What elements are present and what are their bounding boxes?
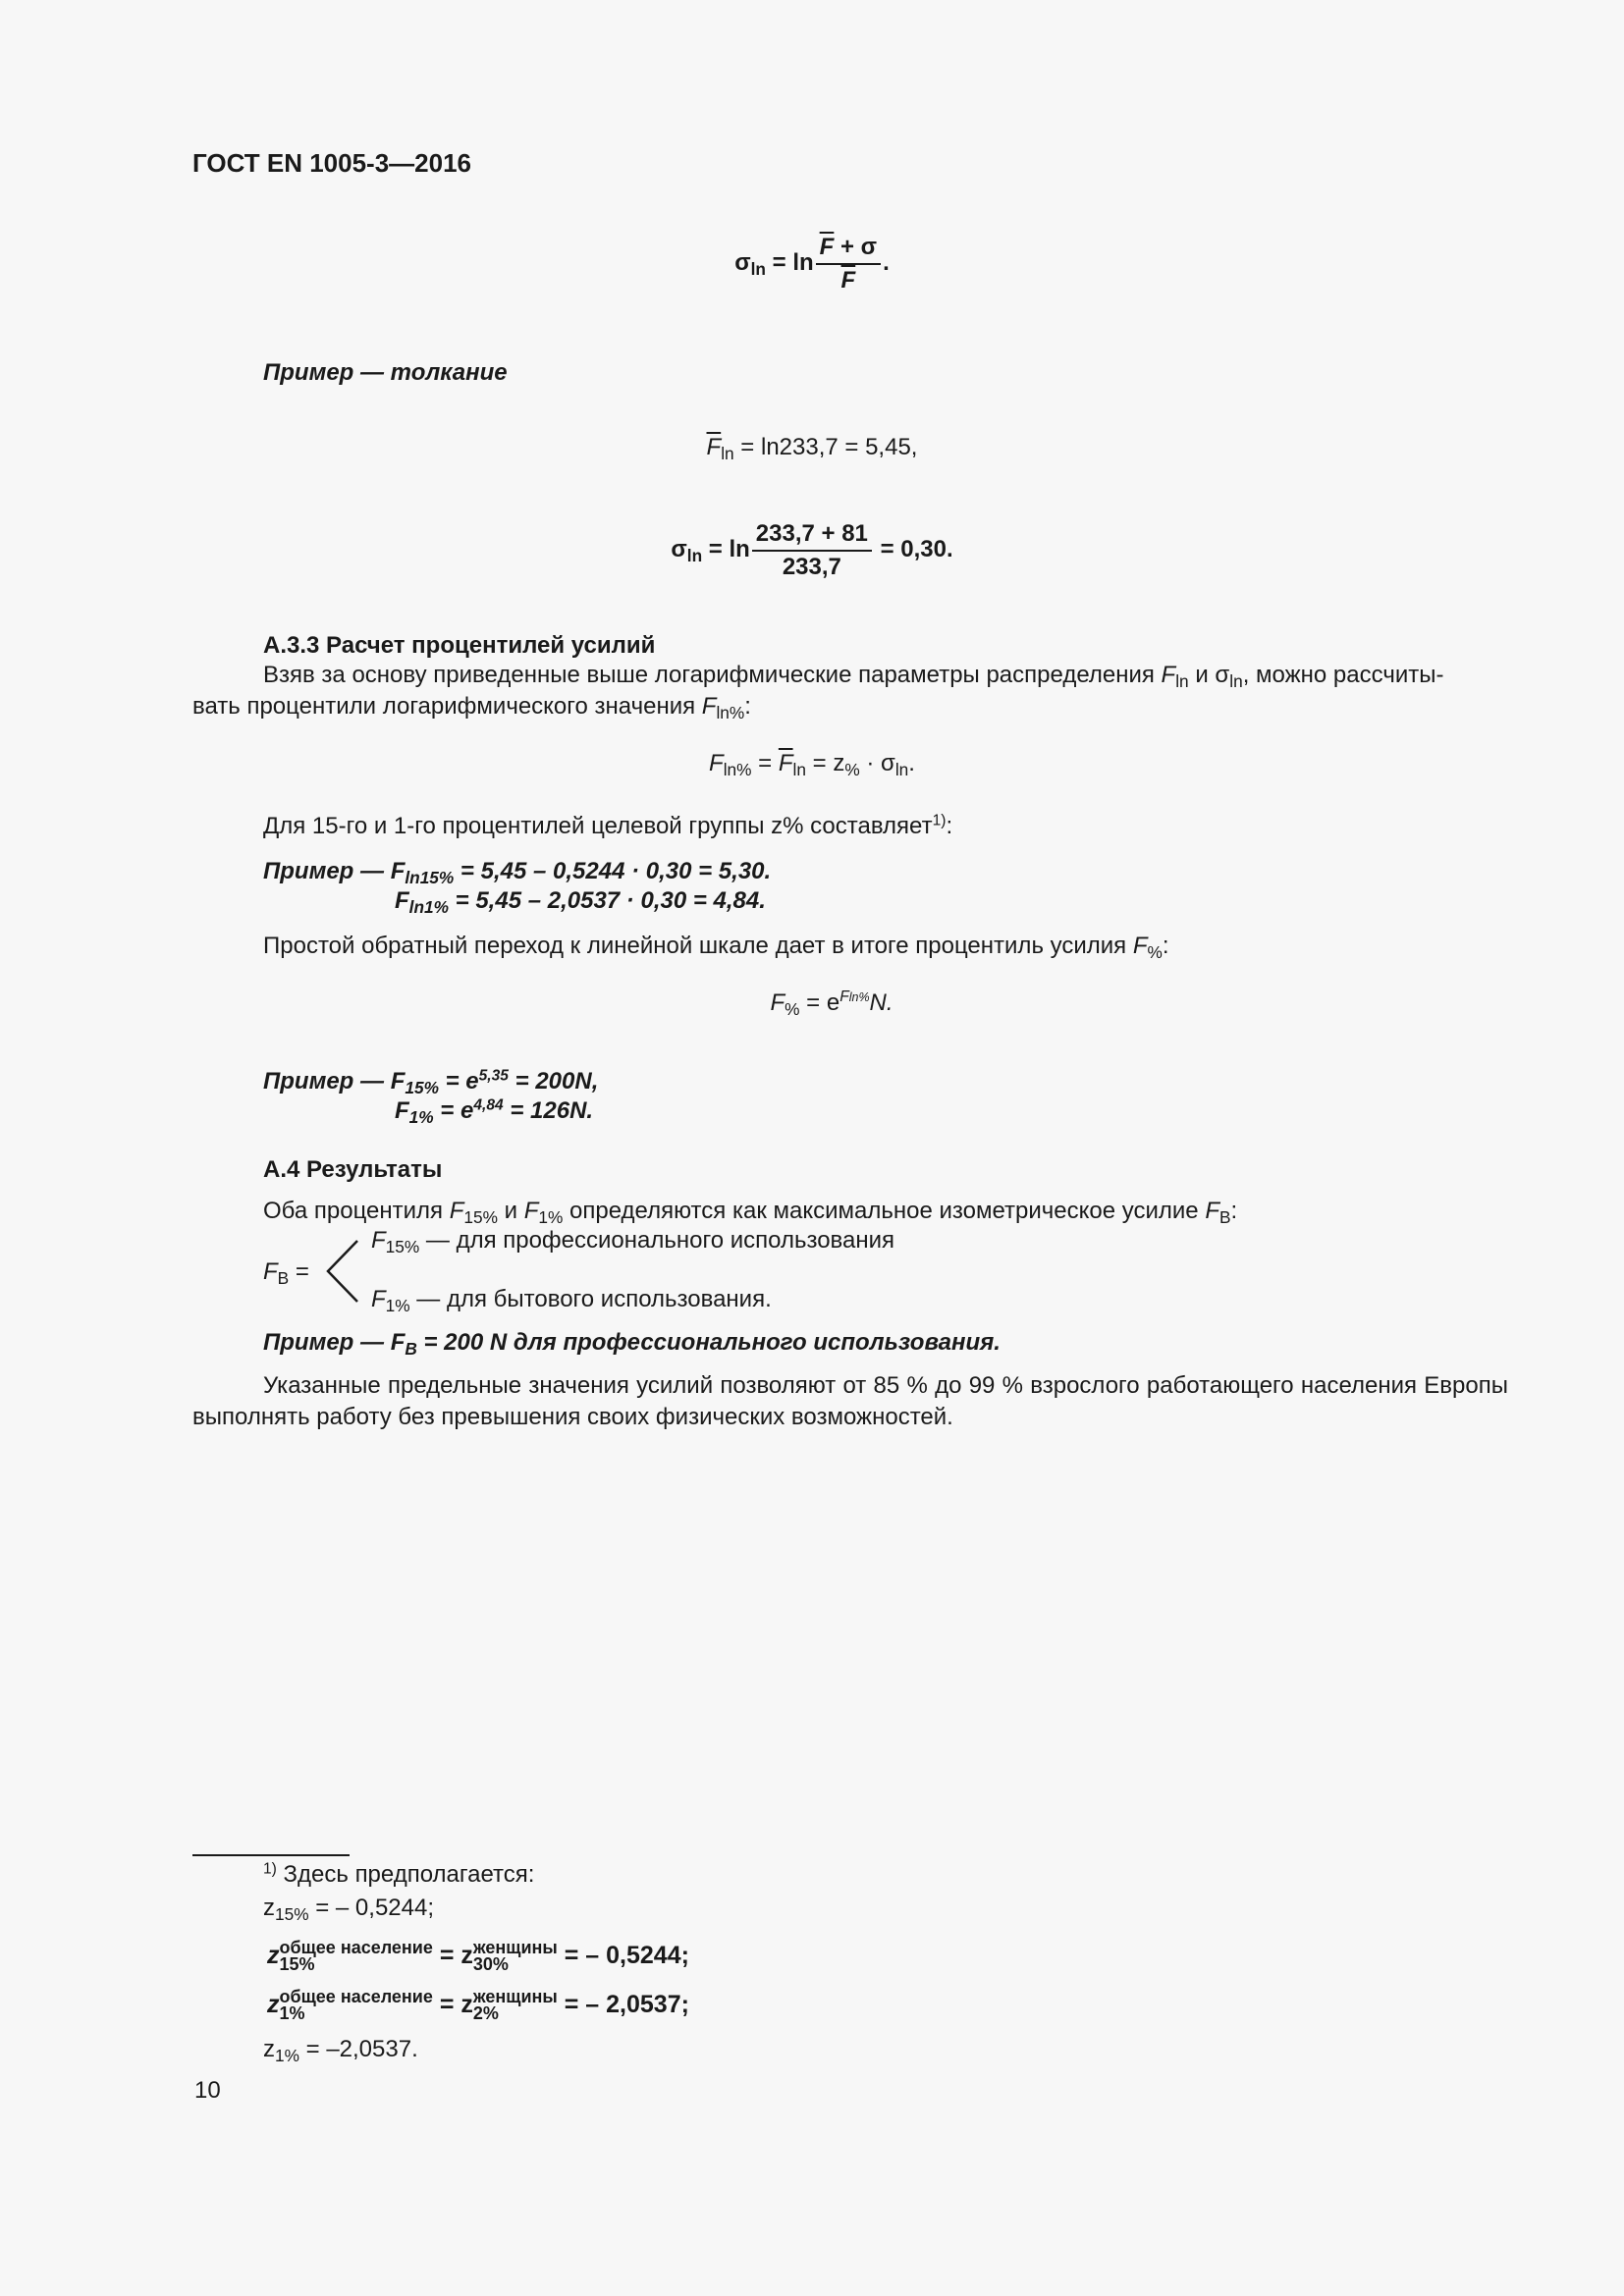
operator: = <box>751 750 779 776</box>
formula-percentile-linear <box>20 988 1624 1018</box>
subscript: 15% <box>279 1954 315 1975</box>
superscript: общее население <box>279 1987 433 2007</box>
formula-symbol: $\overline{F}$ <box>706 434 722 460</box>
subscript: ln <box>792 760 806 780</box>
symbol: z <box>267 1991 280 2018</box>
text-run: и σ <box>1188 662 1230 688</box>
symbol: F <box>1161 662 1176 688</box>
document-header: ГОСТ EN 1005-3—2016 <box>192 148 471 178</box>
formula-subscript: ln <box>686 546 703 566</box>
case-professional <box>371 1225 894 1255</box>
subscript: ln <box>1175 671 1189 692</box>
symbol: F <box>395 887 409 914</box>
text-run: = – 0,5244; <box>557 1942 689 1969</box>
superscript: общее население <box>279 1938 433 1958</box>
text-run: Простой обратный переход к линейной шкале дает в итоге процентиль усилия <box>263 933 1133 959</box>
operator: = z <box>432 1991 473 2018</box>
operator: = z <box>805 750 845 776</box>
example-percentile-15 <box>263 856 771 886</box>
text-run: : <box>1230 1198 1238 1224</box>
symbol: F <box>770 989 785 1016</box>
sup-sub-stack <box>473 1940 558 1973</box>
footnote-intro <box>263 1859 534 1890</box>
section-heading-a33: А.3.3 Расчет процентилей усилий <box>263 632 656 659</box>
formula-sigma-ln-definition <box>0 234 1624 294</box>
subscript: % <box>844 760 860 780</box>
superscript: женщины <box>472 1938 558 1958</box>
symbol: z <box>263 2036 275 2062</box>
paragraph-a33-1 <box>192 660 1508 691</box>
exponent: 5,35 <box>478 1067 509 1085</box>
example-label: Пример — <box>263 858 391 884</box>
symbol: F <box>709 750 724 776</box>
symbol: F <box>1205 1198 1219 1224</box>
text-run: = –2,0537. <box>298 2036 418 2062</box>
subscript: B <box>277 1268 290 1289</box>
numerator-rest: + σ <box>834 234 878 260</box>
footnote-line-3 <box>267 1989 689 2022</box>
symbol: F <box>1132 933 1148 959</box>
sup-sub-stack <box>473 1989 558 2022</box>
symbol: F <box>390 1068 406 1095</box>
symbol: F <box>390 1329 406 1356</box>
example-label: Пример — <box>263 1068 391 1095</box>
text-run: вать процентили логарифмического значения <box>192 693 702 720</box>
paragraph-a4-1 <box>263 1196 1237 1226</box>
example-title: Пример — толкание <box>263 359 508 386</box>
example-percentile-1 <box>395 885 766 916</box>
operator: = e <box>433 1097 474 1124</box>
subscript: % <box>785 999 800 1020</box>
fraction-numerator: 233,7 + 81 <box>752 520 872 552</box>
symbol: z <box>263 1895 275 1921</box>
section-heading-a4: А.4 Результаты <box>263 1156 443 1183</box>
text-run: Оба процентиля <box>263 1198 450 1224</box>
subscript: 1% <box>385 1296 410 1316</box>
subscript: ln15% <box>405 868 455 888</box>
numerator-symbol: $\overline{F}$ <box>819 234 835 260</box>
formula-percentile-log <box>0 748 1624 778</box>
operator: · σ <box>859 750 895 776</box>
text-run: Для 15-го и 1-го процентилей целевой группы z% составляет <box>263 813 933 839</box>
formula-f-ln <box>0 432 1624 462</box>
symbol: F <box>701 693 717 720</box>
paragraph-a33-1-line2 <box>192 691 751 721</box>
subscript: 15% <box>405 1078 439 1098</box>
formula-rest: = ln233,7 = 5,45, <box>733 434 918 460</box>
text-run: , можно рассчиты- <box>1242 662 1444 688</box>
example-force-15 <box>263 1066 598 1096</box>
operator: = e <box>799 989 840 1016</box>
formula-subscript: ln <box>721 444 734 464</box>
subscript: 2% <box>472 2003 499 2024</box>
footnote-separator <box>192 1854 350 1856</box>
subscript: 30% <box>472 1954 509 1975</box>
example-fb <box>263 1327 1001 1358</box>
subscript: 1% <box>275 2046 299 2066</box>
subscript: 15% <box>275 1904 309 1925</box>
exponent-symbol: F <box>839 988 849 1006</box>
text-run: = 200 N для профессионального использования. <box>416 1329 1001 1356</box>
denominator-symbol: F <box>840 266 856 294</box>
footnote-line-4 <box>263 2034 418 2064</box>
symbol: F <box>263 1258 278 1285</box>
sup-sub-stack <box>280 1989 433 2022</box>
text-run: определяются как максимальное изометрическое усилие <box>563 1198 1206 1224</box>
symbol: F <box>523 1198 539 1224</box>
footnote-mark: 1) <box>263 1860 277 1878</box>
formula-operator: = ln <box>702 535 750 562</box>
symbol: z <box>267 1942 280 1969</box>
paragraph-a33-2 <box>263 811 952 841</box>
page-number: 10 <box>194 2077 221 2104</box>
example-force-1 <box>395 1095 593 1126</box>
text-run: Взяв за основу приведенные выше логарифмические параметры распределения <box>263 662 1162 688</box>
operator: = z <box>432 1942 473 1969</box>
symbol: F <box>395 1097 409 1124</box>
subscript: B <box>405 1339 417 1360</box>
paragraph-a4-2: Указанные предельные значения усилий позволяют от 85 % до 99 % взрослого работающего населения Европы выполнять работу без превышения своих физических возможностей. <box>192 1372 1508 1430</box>
formula-operator: = ln <box>765 248 814 276</box>
subscript: % <box>1147 942 1163 963</box>
symbol: F <box>390 858 406 884</box>
text-run: Здесь предполагается: <box>276 1861 535 1888</box>
formula-symbol: σ <box>671 535 687 562</box>
exponent: 4,84 <box>473 1096 504 1114</box>
text-run: = – 0,5244; <box>308 1895 435 1921</box>
text-run: = 5,45 – 0,5244 · 0,30 = 5,30. <box>454 858 772 884</box>
text-run: = – 2,0537; <box>557 1991 689 2018</box>
subscript: 15% <box>385 1237 420 1257</box>
formula-subscript: ln <box>750 259 766 280</box>
subscript: 15% <box>463 1207 498 1228</box>
text-run: и <box>497 1198 524 1224</box>
subscript: 1% <box>279 2003 305 2024</box>
fb-label <box>263 1256 309 1287</box>
subscript: B <box>1218 1207 1231 1228</box>
exponent-subscript: ln% <box>848 990 870 1005</box>
subscript: ln <box>1229 671 1243 692</box>
formula-tail: . <box>908 750 915 776</box>
footnote-line-2 <box>267 1940 689 1973</box>
paragraph-a33-3 <box>263 931 1169 961</box>
exponent <box>839 988 869 1005</box>
text-run: = 200N, <box>508 1068 599 1095</box>
text-run: : <box>744 693 751 720</box>
subscript: ln% <box>723 760 752 780</box>
fraction <box>752 520 872 580</box>
formula-tail: = 0,30. <box>873 535 953 562</box>
subscript: ln <box>894 760 909 780</box>
subscript: 1% <box>538 1207 564 1228</box>
text-run: : <box>946 813 953 839</box>
superscript: женщины <box>472 1987 558 2007</box>
case-domestic <box>371 1284 772 1314</box>
subscript: ln% <box>716 703 745 723</box>
symbol: F <box>371 1286 386 1312</box>
footnote-reference[interactable]: 1) <box>932 812 947 829</box>
text-run: : <box>1162 933 1169 959</box>
sup-sub-stack <box>280 1940 433 1973</box>
fraction-denominator <box>838 265 860 294</box>
case-bracket-icon <box>324 1239 363 1304</box>
fraction-denominator: 233,7 <box>782 553 841 580</box>
formula-tail: . <box>883 248 890 276</box>
text-run: = 126N. <box>503 1097 594 1124</box>
text-run: — для профессионального использования <box>419 1227 895 1254</box>
footnote-line-1 <box>263 1893 434 1923</box>
formula-sigma-ln-value <box>0 520 1624 580</box>
unit: N. <box>869 989 893 1016</box>
text-run: = 5,45 – 2,0537 · 0,30 = 4,84. <box>448 887 766 914</box>
formula-symbol: σ <box>734 248 751 276</box>
text-run: — для бытового использования. <box>409 1286 772 1312</box>
fraction-numerator <box>816 234 881 265</box>
symbol: $\overline{F}$ <box>778 750 793 776</box>
operator: = <box>289 1258 309 1285</box>
example-label: Пример — <box>263 1329 391 1356</box>
subscript: 1% <box>408 1107 434 1128</box>
symbol: F <box>371 1227 386 1254</box>
operator: = e <box>438 1068 479 1095</box>
symbol: F <box>449 1198 464 1224</box>
subscript: ln1% <box>408 897 449 918</box>
fraction <box>816 234 881 294</box>
